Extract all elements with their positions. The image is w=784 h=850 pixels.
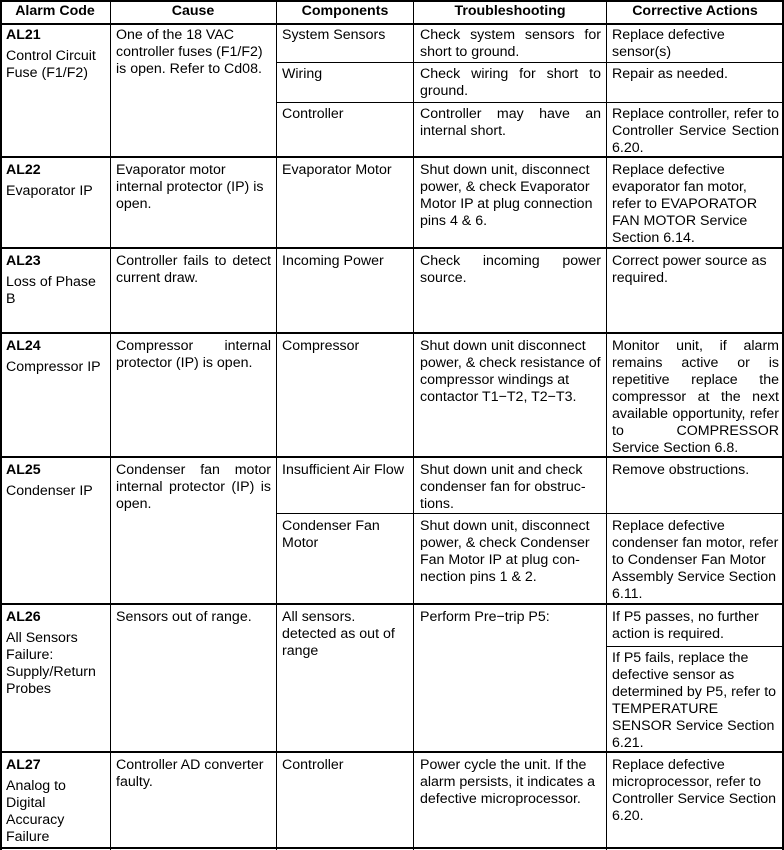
cause-cell: Controller fails to detect current draw. xyxy=(116,253,271,286)
action-cell: Replace defective condenser fan motor, refer to Condenser Fan Motor Assembly Service Section 6.11. xyxy=(612,518,779,602)
action-cell: If P5 fails, replace the defective sensor as determined by P5, refer to TEMPERATURE SENSOR Service Section 6.21. xyxy=(612,650,777,751)
alarm-code: AL22 xyxy=(6,162,41,178)
alarm-cell xyxy=(0,161,110,200)
component-cell: Incoming Power xyxy=(282,253,384,269)
component-cell: Condenser Fan Motor xyxy=(282,518,380,551)
alarm-name: All Sensors Failure: Supply/Return Probes xyxy=(6,630,96,697)
grid-line xyxy=(606,646,784,647)
troubleshooting-cell: Shut down unit, disconnect power, & check Evaporator Motor IP at plug connection pins 4 & 6. xyxy=(420,162,593,229)
grid-line xyxy=(0,247,784,249)
alarm-cell xyxy=(0,252,110,308)
alarm-cell xyxy=(0,26,110,82)
alarm-code: AL26 xyxy=(6,609,41,625)
header-components: Components xyxy=(301,3,389,19)
cause-cell: Sensors out of range. xyxy=(116,609,252,625)
troubleshooting-cell: Check incoming power source. xyxy=(420,253,601,286)
grid-line xyxy=(0,156,784,158)
troubleshooting-cell: Shut down unit, disconnect power, & check Condenser Fan Motor IP at plug con-nection pins 1 & 2. xyxy=(420,518,590,585)
alarm-cell xyxy=(0,756,110,846)
troubleshooting-cell: Check system sensors for short to ground. xyxy=(420,27,601,60)
header-alarm-code: Alarm Code xyxy=(15,3,95,19)
header-troubleshooting: Troubleshooting xyxy=(454,3,566,19)
component-cell: All sensors. detected as out of range xyxy=(282,609,395,659)
alarm-name: Analog to Digital Accuracy Failure xyxy=(6,778,66,845)
component-cell: Compressor xyxy=(282,338,360,354)
grid-line xyxy=(276,513,784,514)
alarm-name: Control Circuit Fuse (F1/F2) xyxy=(6,48,96,81)
component-cell: Wiring xyxy=(282,66,323,82)
grid-line xyxy=(606,0,607,850)
grid-line xyxy=(276,62,784,63)
alarm-cell xyxy=(0,337,110,376)
cause-cell: Condenser fan motor internal protector (IP) is open. xyxy=(116,462,271,512)
troubleshooting-cell: Shut down unit and check condenser fan for obstruc-tions. xyxy=(420,462,586,512)
alarm-code: AL27 xyxy=(6,757,41,773)
action-cell: Remove obstructions. xyxy=(612,462,750,478)
alarm-name: Evaporator IP xyxy=(6,183,93,199)
grid-line xyxy=(0,0,784,2)
component-cell: Insufficient Air Flow xyxy=(282,462,404,478)
cause-cell: Controller AD converter faulty. xyxy=(116,757,264,790)
alarm-name: Compressor IP xyxy=(6,359,101,375)
grid-line xyxy=(110,0,111,850)
grid-line xyxy=(276,0,277,850)
grid-line xyxy=(413,0,414,850)
troubleshooting-cell: Perform Pre−trip P5: xyxy=(420,609,550,625)
component-cell: Controller xyxy=(282,757,344,773)
grid-line xyxy=(0,603,784,605)
component-cell: Controller xyxy=(282,106,344,122)
grid-line xyxy=(276,102,784,103)
cause-cell: One of the 18 VAC controller fuses (F1/F2) is open. Refer to Cd08. xyxy=(116,27,263,77)
alarm-cell xyxy=(0,461,110,500)
action-cell: Monitor unit, if alarm remains active or is repetitive replace the compressor at the next available opportunity, refer to COMPRESSOR Service Section 6.8. xyxy=(612,338,779,456)
alarm-code: AL24 xyxy=(6,338,41,354)
troubleshooting-cell: Power cycle the unit. If the alarm persists, it indicates a defective microprocessor. xyxy=(420,757,596,807)
alarm-code: AL23 xyxy=(6,253,41,269)
action-cell: Replace controller, refer to Controller Service Section 6.20. xyxy=(612,106,779,156)
troubleshooting-cell: Shut down unit disconnect power, & check resistance of compressor windings at contactor T1−T2, T2−T3. xyxy=(420,338,601,405)
component-cell: Evaporator Motor xyxy=(282,162,392,178)
grid-line xyxy=(0,23,784,25)
action-cell: If P5 passes, no further action is required. xyxy=(612,609,759,642)
action-cell: Correct power source as required. xyxy=(612,253,767,286)
alarm-name: Condenser IP xyxy=(6,483,93,499)
action-cell: Replace defective sensor(s) xyxy=(612,27,725,60)
cause-cell: Evaporator motor internal protector (IP) is open. xyxy=(116,162,264,212)
action-cell: Repair as needed. xyxy=(612,66,728,82)
cause-cell: Compressor internal protector (IP) is open. xyxy=(116,338,271,371)
component-cell: System Sensors xyxy=(282,27,386,43)
alarm-code: AL21 xyxy=(6,27,41,43)
header-cause: Cause xyxy=(171,3,215,19)
grid-line xyxy=(0,332,784,334)
troubleshooting-cell: Controller may have an internal short. xyxy=(420,106,601,139)
grid-line xyxy=(0,751,784,753)
troubleshooting-cell: Check wiring for short to ground. xyxy=(420,66,601,99)
alarm-name: Loss of Phase B xyxy=(6,274,96,307)
grid-line xyxy=(0,847,784,849)
alarm-code: AL25 xyxy=(6,462,41,478)
grid-line xyxy=(0,456,784,458)
action-cell: Replace defective microprocessor, refer to Controller Service Section 6.20. xyxy=(612,757,777,824)
header-corrective-actions: Corrective Actions xyxy=(632,3,758,19)
action-cell: Replace defective evaporator fan motor, refer to EVAPORATOR FAN MOTOR Service Section 6.14. xyxy=(612,162,758,246)
grid-line xyxy=(0,0,2,850)
alarm-cell xyxy=(0,608,110,698)
